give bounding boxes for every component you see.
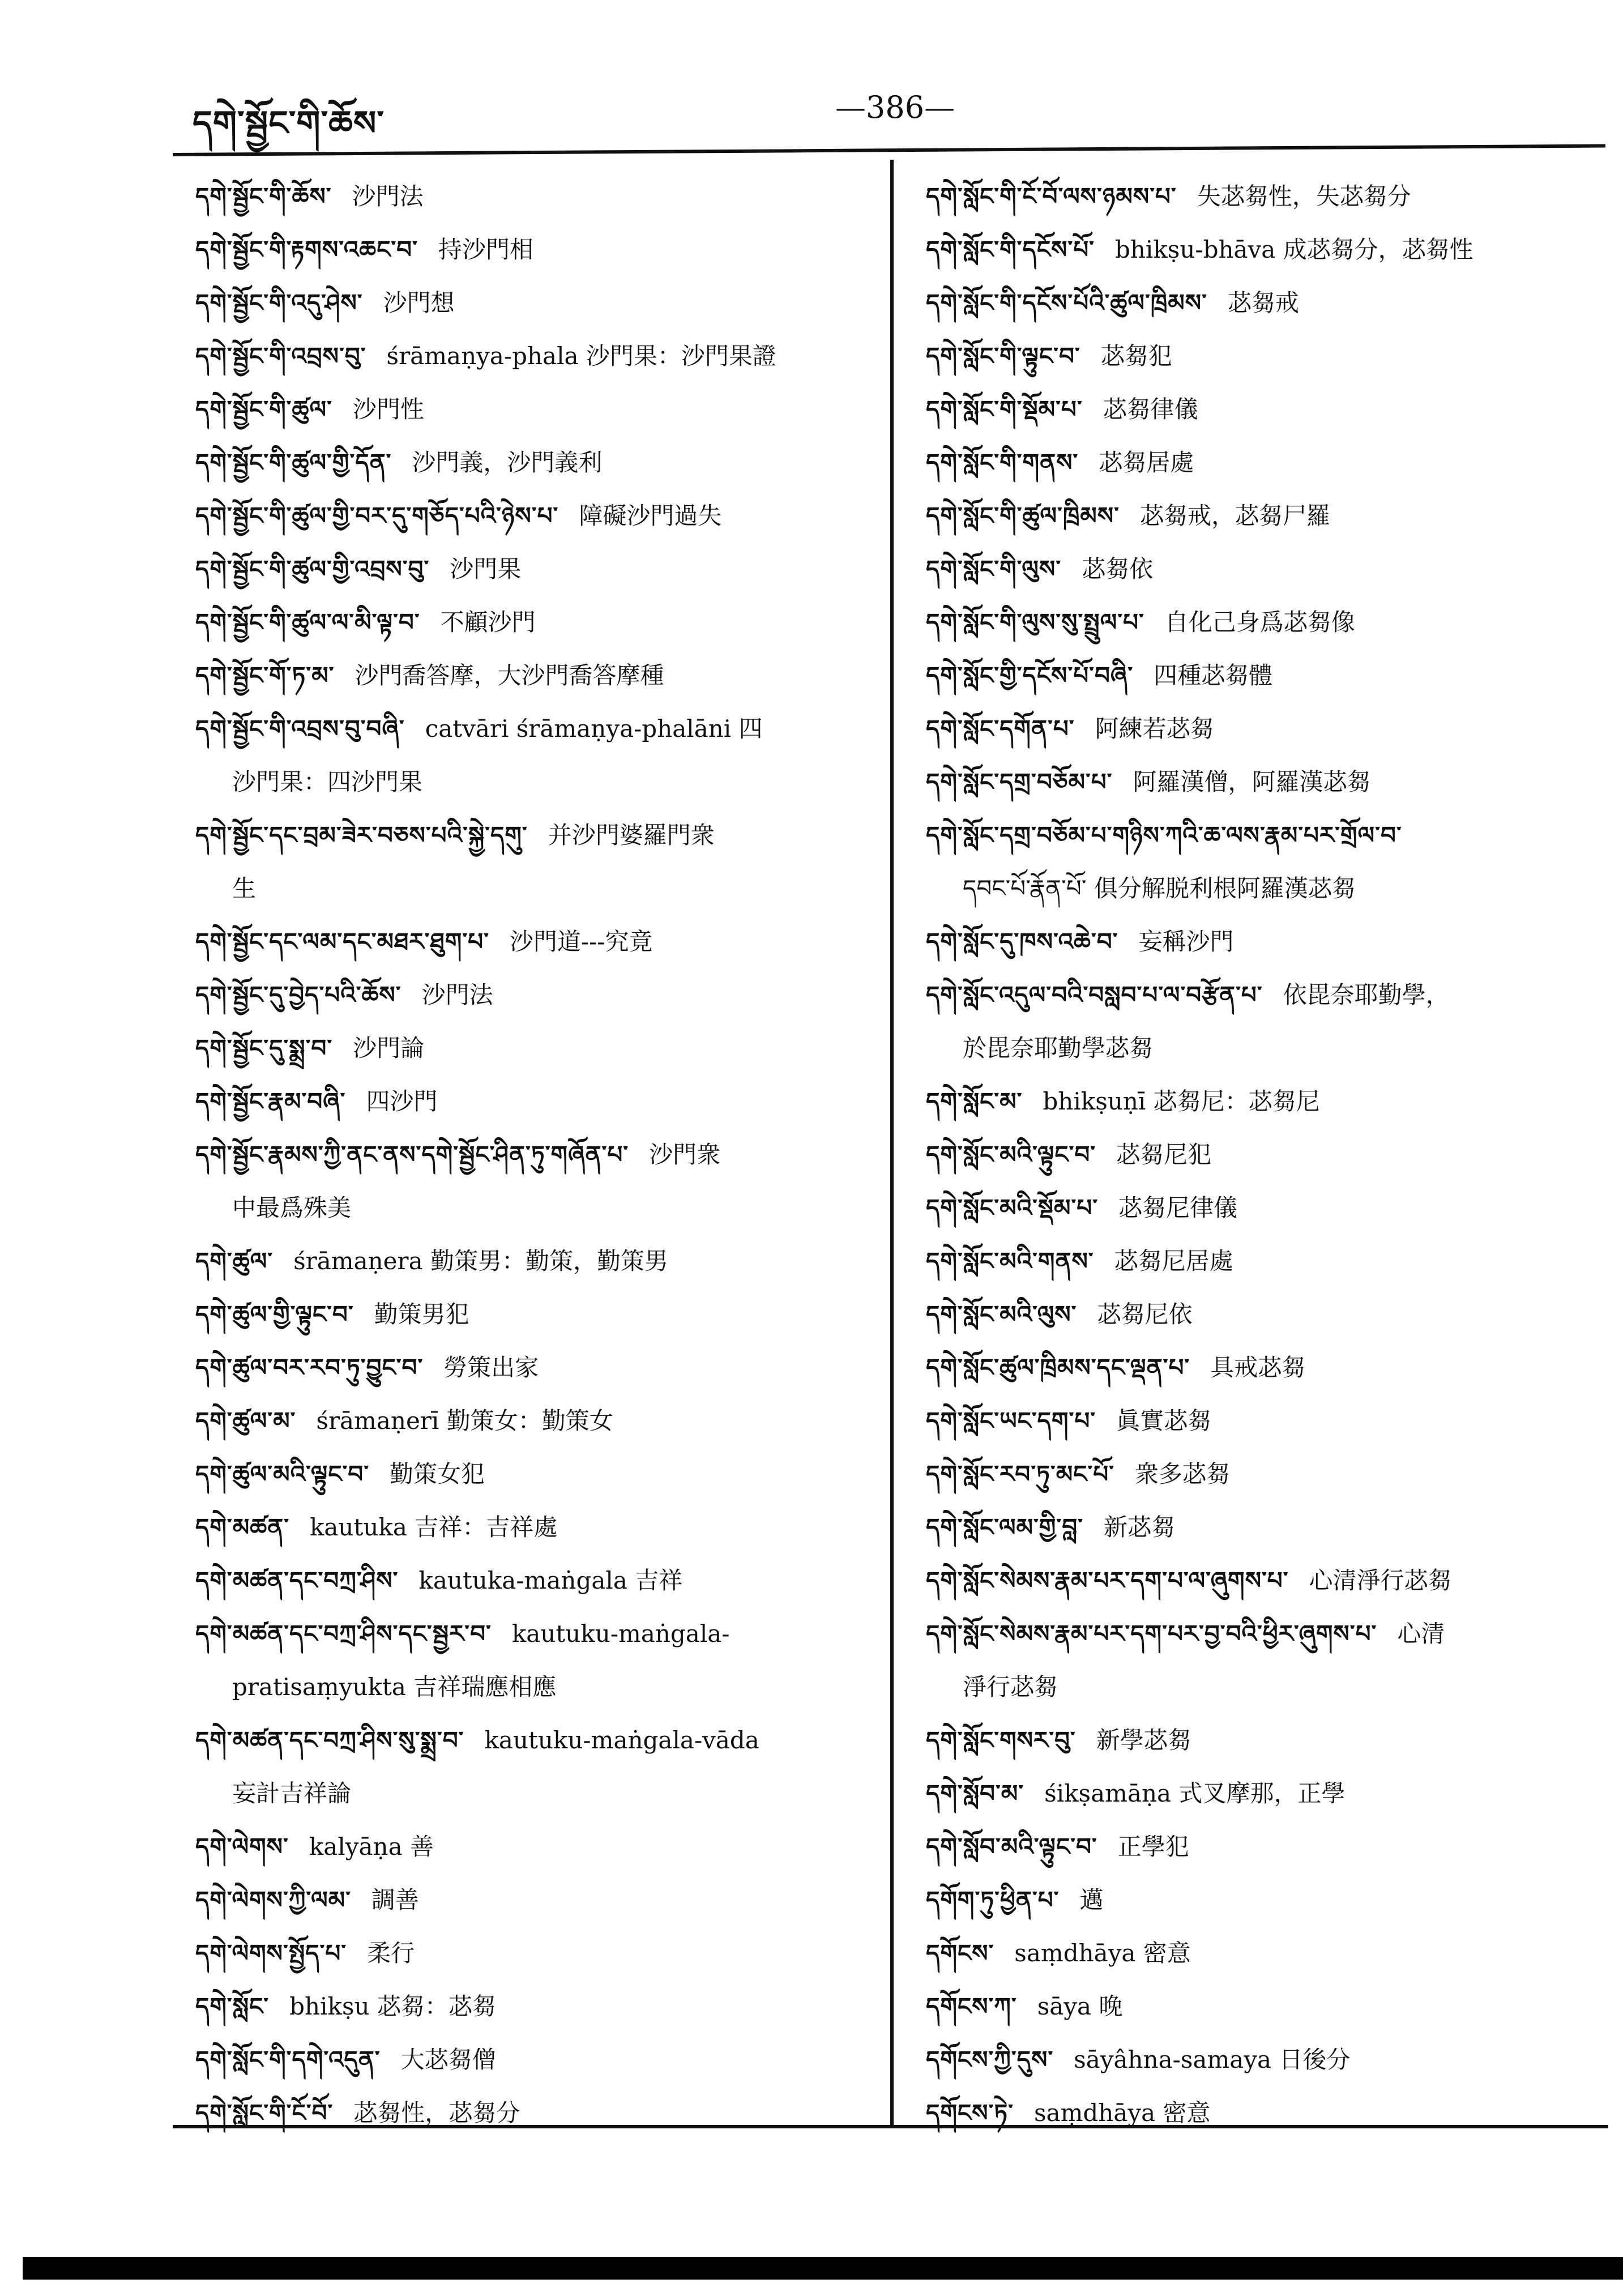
dictionary-entry (926, 1873, 1594, 1927)
dictionary-entry (195, 1501, 869, 1554)
entry-headword: དགེ་སློབ་མའི་ལྟུང་བ་ (926, 1833, 1097, 1860)
dictionary-entry (926, 649, 1594, 702)
dictionary-entry (926, 489, 1594, 543)
entry-definition: kautuka-maṅgala 吉祥 (418, 1567, 683, 1594)
entry-definition: 沙門喬答摩，大沙門喬答摩種 (355, 662, 664, 689)
dictionary-entry (926, 2033, 1594, 2086)
entry-definition: bhikṣuṇī 苾芻尼：苾芻尼 (1043, 1087, 1320, 1115)
entry-headword: དགེ་སློང་སེམས་རྣམ་པར་དག་པར་བྱ་བའི་ཕྱིར་ཞུགས་པ་ (926, 1620, 1377, 1648)
right-column (926, 170, 1594, 2140)
dictionary-entry (195, 276, 869, 330)
entry-definition: saṃdhāya 密意 (1033, 2099, 1211, 2127)
dictionary-entry (926, 330, 1594, 383)
entry-definition: śrāmaṇya-phala 沙門果：沙門果證 (386, 342, 776, 370)
entry-headword: དགེ་སློང་གི་ལྟུང་བ་ (926, 342, 1080, 370)
entry-headword: དགེ་སློང་དགྲ་བཅོམ་པ་ (926, 768, 1113, 796)
entry-continuation: 淨行苾芻 (963, 1673, 1058, 1701)
dictionary-entry (195, 1288, 869, 1341)
entry-definition: 依毘奈耶勤學， (1283, 981, 1450, 1009)
entry-headword: དགེ་སྦྱོང་དང་བྲམ་ཟེར་བཅས་པའི་སྐྱེ་དགུ་ (195, 821, 528, 849)
entry-definition: kautuku-maṅgala-vāda (484, 1726, 759, 1754)
entry-definition: kalyāṇa 善 (309, 1833, 434, 1860)
dictionary-entry (926, 809, 1594, 915)
dictionary-entry (926, 1767, 1594, 1820)
entry-definition: kautuka 吉祥：吉祥處 (309, 1513, 558, 1541)
entry-definition: sāyâhna-samaya 日後分 (1074, 2046, 1351, 2073)
entry-headword: དགེ་སྦྱོང་གི་འབྲས་བུ་ (195, 342, 366, 370)
entry-headword: དགེ་སྦྱོང་རྣམ་བཞི་ (195, 1087, 346, 1115)
dictionary-entry (195, 1448, 869, 1501)
column-divider (890, 160, 894, 2125)
entry-definition: 新學苾芻 (1096, 1726, 1191, 1754)
dictionary-entry (926, 170, 1594, 223)
entry-headword: དགེ་སློང་གི་དགེ་འདུན་ (195, 2046, 381, 2073)
dictionary-entry (195, 2086, 869, 2140)
top-rule (173, 144, 1605, 156)
entry-definition: 具戒苾芻 (1210, 1354, 1306, 1381)
entry-definition: 柔行 (367, 1939, 415, 1967)
entry-headword: དགེ་སློང་ཚུལ་ཁྲིམས་དང་ལྡན་པ་ (926, 1354, 1190, 1381)
entry-definition: 沙門性 (352, 395, 424, 423)
dictionary-entry (926, 1075, 1594, 1128)
entry-definition: 眞實苾芻 (1116, 1407, 1212, 1435)
entry-headword: དགེ་ཚུལ་བར་རབ་ཏུ་བྱུང་བ་ (195, 1354, 424, 1381)
entry-definition: 苾芻戒，苾芻尸羅 (1139, 502, 1330, 530)
entry-headword: དགེ་ལེགས་སྤྱོད་པ་ (195, 1939, 347, 1967)
entry-definition: 四種苾芻體 (1154, 662, 1273, 689)
entry-definition: 沙門法 (421, 981, 493, 1009)
entry-headword: དགེ་སློང་གི་དངོས་པོའི་ཚུལ་ཁྲིམས་ (926, 289, 1207, 317)
entry-definition: bhikṣu 苾芻：苾芻 (289, 1992, 496, 2020)
entry-definition: 苾芻尼居處 (1114, 1247, 1233, 1275)
entry-headword: དགེ་སྦྱོང་གི་ཚུལ་གྱི་འབྲས་བུ་ (195, 555, 430, 583)
dictionary-entry (926, 596, 1594, 649)
entry-headword: དགེ་སློང་འདུལ་བའི་བསླབ་པ་ལ་བརྩོན་པ་ (926, 981, 1263, 1009)
dictionary-entry (926, 1128, 1594, 1181)
entry-definition: śrāmaṇerī 勤策女：勤策女 (316, 1407, 613, 1435)
entry-continuation: 於毘奈耶勤學苾芻 (963, 1034, 1154, 1062)
entry-headword: དགོངས་ཏེ་ (926, 2099, 1014, 2127)
entry-headword: དགེ་སློང་གི་ངོ་བོ་ (195, 2099, 334, 2127)
dictionary-entry (195, 1075, 869, 1128)
entry-definition: catvāri śrāmaṇya-phalāni 四 (425, 715, 763, 742)
dictionary-entry (926, 968, 1594, 1075)
dictionary-entry (195, 2033, 869, 2086)
entry-definition: 苾芻律儀 (1103, 395, 1198, 423)
dictionary-entry (926, 1181, 1594, 1235)
entry-definition: 調善 (371, 1886, 419, 1914)
entry-definition: 衆多苾芻 (1134, 1460, 1230, 1488)
dictionary-entry (195, 1128, 869, 1235)
entry-definition: 新苾芻 (1103, 1513, 1175, 1541)
dictionary-entry (195, 596, 869, 649)
entry-definition: 不顧沙門 (440, 608, 536, 636)
entry-definition: 沙門果 (450, 555, 522, 583)
entry-definition: 苾芻戒 (1227, 289, 1299, 317)
dictionary-entry (926, 1394, 1594, 1448)
dictionary-entry (195, 1607, 869, 1714)
entry-headword: དགེ་ཚུལ་ (195, 1247, 274, 1275)
entry-headword: དགོངས་ཀྱི་དུས་ (926, 2046, 1054, 2073)
entry-headword: དགེ་སློང་མའི་ལུས་ (926, 1300, 1077, 1328)
dictionary-entry (195, 1927, 869, 1980)
entry-definition: saṃdhāya 密意 (1014, 1939, 1191, 1967)
entry-definition: bhikṣu-bhāva 成苾芻分，苾芻性 (1114, 236, 1473, 263)
entry-headword: དགེ་མཚན་ (195, 1513, 289, 1541)
entry-definition: 苾芻尼律儀 (1118, 1194, 1238, 1222)
entry-headword: དགེ་སློང་གྱི་དངོས་པོ་བཞི་ (926, 662, 1134, 689)
entry-headword: དགེ་སྦྱོང་གི་ཚུལ་གྱི་བར་དུ་གཅོད་པའི་ཉེས་པ་ (195, 502, 559, 530)
dictionary-entry (926, 2086, 1594, 2140)
dictionary-entry (195, 968, 869, 1022)
dictionary-entry (195, 1554, 869, 1607)
entry-headword: དགེ་སློང་གསར་བུ་ (926, 1726, 1076, 1754)
entry-continuation: 生 (232, 874, 257, 902)
dictionary-entry (195, 436, 869, 489)
entry-headword: དགེ་སློང་གི་དངོས་པོ་ (926, 236, 1095, 263)
entry-definition: 心清淨行苾芻 (1309, 1567, 1452, 1594)
entry-definition: 妄稱沙門 (1138, 928, 1234, 955)
dictionary-entry (926, 1980, 1594, 2033)
entry-definition: 自化己身爲苾芻像 (1164, 608, 1355, 636)
dictionary-entry (195, 223, 869, 276)
entry-definition: sāya 晚 (1037, 1992, 1123, 2020)
entry-headword: དགེ་སྦྱོང་དུ་བྱེད་པའི་ཆོས་ (195, 981, 402, 1009)
entry-headword: དགེ་མཚན་དང་བཀྲ་ཤིས་སུ་སྨྲ་བ་ (195, 1726, 464, 1754)
left-column (195, 170, 869, 2140)
entry-headword: དགེ་སྦྱོང་དུ་སྨྲ་བ་ (195, 1034, 333, 1062)
dictionary-entry (195, 1022, 869, 1075)
dictionary-entry (926, 1820, 1594, 1873)
dictionary-entry (195, 1394, 869, 1448)
dictionary-entry (926, 756, 1594, 809)
entry-headword: དགེ་སློང་གི་སྡོམ་པ་ (926, 395, 1083, 423)
entry-headword: དགེ་སློང་དགོན་པ་ (926, 715, 1075, 742)
dictionary-entry (195, 702, 869, 809)
entry-headword: དགེ་སྦྱོང་གི་ཚུལ་གྱི་དོན་ (195, 449, 392, 476)
entry-definition: 苾芻居處 (1099, 449, 1194, 476)
dictionary-entry (926, 1607, 1594, 1714)
entry-headword: དགེ་ཚུལ་གྱི་ལྟུང་བ་ (195, 1300, 354, 1328)
page-number: —386— (835, 89, 955, 125)
entry-definition: 苾芻性，苾芻分 (353, 2099, 520, 2127)
dictionary-entry (195, 1820, 869, 1873)
entry-definition: 沙門想 (383, 289, 455, 317)
entry-headword: དགེ་མཚན་དང་བཀྲ་ཤིས་དང་སྦྱར་བ་ (195, 1620, 492, 1648)
entry-headword: དགེ་སྦྱོང་རྣམས་ཀྱི་ནང་ནས་དགེ་སྦྱོང་ཤིན་ཏུ་གཞོན་པ་ (195, 1141, 629, 1168)
dictionary-entry (195, 809, 869, 915)
dictionary-entry (195, 1235, 869, 1288)
dictionary-entry (195, 1341, 869, 1394)
entry-headword: དགོངས་ (926, 1939, 994, 1967)
dictionary-entry (195, 489, 869, 543)
entry-headword: དགེ་སློང་དུ་ཁས་འཆེ་བ་ (926, 928, 1118, 955)
entry-definition: 勤策女犯 (390, 1460, 485, 1488)
entry-headword: དགེ་སྦྱོང་གི་འདུ་ཤེས་ (195, 289, 363, 317)
dictionary-entry (926, 1554, 1594, 1607)
entry-headword: དགེ་སློབ་མ་ (926, 1779, 1024, 1807)
dictionary-entry (926, 702, 1594, 756)
entry-definition: 沙門道---究竟 (509, 928, 653, 955)
dictionary-entry (195, 649, 869, 702)
dictionary-entry (926, 1288, 1594, 1341)
dictionary-entry (926, 543, 1594, 596)
running-head: དགེ་སྦྱོང་གི་ཆོས་ (193, 104, 385, 143)
entry-continuation: 妄計吉祥論 (232, 1779, 352, 1807)
dictionary-entry (195, 543, 869, 596)
entry-definition: 苾芻依 (1082, 555, 1154, 583)
entry-headword: དགེ་སློང་ (195, 1992, 270, 2020)
entry-headword: དགེ་སྦྱོང་གི་ཚུལ་ (195, 395, 332, 423)
entry-headword: དགེ་སློང་གི་གནས་ (926, 449, 1079, 476)
entry-continuation: pratisaṃyukta 吉祥瑞應相應 (232, 1673, 557, 1701)
entry-headword: དགེ་སློང་གི་ངོ་བོ་ལས་ཉམས་པ་ (926, 182, 1177, 210)
entry-headword: དགེ་སྦྱོང་གི་ཆོས་ (195, 182, 332, 210)
entry-headword: དགེ་ཚུལ་མ་ (195, 1407, 296, 1435)
dictionary-entry (195, 1714, 869, 1820)
dictionary-entry (926, 276, 1594, 330)
entry-continuation: དབང་པོ་རྣོན་པོ་ 俱分解脱利根阿羅漢苾芻 (963, 874, 1356, 902)
entry-definition: 苾芻犯 (1100, 342, 1172, 370)
dictionary-entry (195, 383, 869, 436)
dictionary-entry (926, 436, 1594, 489)
dictionary-entry (926, 1341, 1594, 1394)
entry-headword: དགེ་སྦྱོང་གི་ཚུལ་ལ་མི་ལྟ་བ་ (195, 608, 420, 636)
entry-continuation: 沙門果：四沙門果 (232, 768, 423, 796)
dictionary-entry (195, 170, 869, 223)
dictionary-entry (926, 1448, 1594, 1501)
entry-definition: 沙門論 (353, 1034, 425, 1062)
entry-definition: 勞策出家 (443, 1354, 539, 1381)
entry-headword: དགེ་སློང་མའི་སྡོམ་པ་ (926, 1194, 1099, 1222)
entry-headword: དགེ་སྦྱོང་དང་ལམ་དང་མཐར་ཐུག་པ་ (195, 928, 489, 955)
entry-headword: དགེ་སློང་གི་ཚུལ་ཁྲིམས་ (926, 502, 1120, 530)
entry-continuation: 中最爲殊美 (232, 1194, 352, 1222)
entry-headword: དགེ་སློང་དགྲ་བཅོམ་པ་གཉིས་ཀའི་ཆ་ལས་རྣམ་པར་གྲོལ་བ་ (926, 821, 1402, 849)
dictionary-entry (195, 330, 869, 383)
entry-headword: དགོག་ཏུ་ཕྱིན་པ་ (926, 1886, 1060, 1914)
entry-definition: 沙門衆 (649, 1141, 721, 1168)
entry-headword: དགེ་མཚན་དང་བཀྲ་ཤིས་ (195, 1567, 399, 1594)
entry-definition: śrāmaṇera 勤策男：勤策，勤策男 (293, 1247, 669, 1275)
entry-headword: དགེ་སློང་ལམ་གྱི་བླ་ (926, 1513, 1083, 1541)
dictionary-entry (195, 915, 869, 968)
entry-headword: དགེ་སློང་གི་ལུས་སུ་སྤྲུལ་པ་ (926, 608, 1144, 636)
entry-definition: 邁 (1079, 1886, 1104, 1914)
entry-definition: 心清 (1397, 1620, 1445, 1648)
dictionary-entry (926, 1501, 1594, 1554)
entry-headword: དགེ་སློང་མའི་ལྟུང་བ་ (926, 1141, 1096, 1168)
dictionary-entry (926, 223, 1594, 276)
entry-headword: དགེ་སློང་མའི་གནས་ (926, 1247, 1094, 1275)
entry-headword: དགོངས་ཀ་ (926, 1992, 1017, 2020)
entry-definition: śikṣamāṇa 式叉摩那，正學 (1044, 1779, 1346, 1807)
entry-definition: 苾芻尼依 (1097, 1300, 1193, 1328)
entry-definition: 勤策男犯 (374, 1300, 469, 1328)
entry-headword: དགེ་ལེགས་ཀྱི་ལམ་ (195, 1886, 351, 1914)
entry-definition: 持沙門相 (438, 236, 533, 263)
entry-definition: 失苾芻性，失苾芻分 (1197, 182, 1411, 210)
scan-edge-band (23, 2257, 1623, 2280)
entry-headword: དགེ་ཚུལ་མའི་ལྟུང་བ་ (195, 1460, 370, 1488)
entry-definition: 沙門義，沙門義利 (412, 449, 603, 476)
entry-headword: དགེ་སློང་མ་ (926, 1087, 1023, 1115)
dictionary-entry (195, 1980, 869, 2033)
entry-definition: kautuku-maṅgala- (511, 1620, 730, 1648)
entry-definition: 阿練若苾芻 (1095, 715, 1214, 742)
entry-headword: དགེ་སྦྱོང་གོ་ཏ་མ་ (195, 662, 335, 689)
entry-definition: 障礙沙門過失 (579, 502, 722, 530)
entry-headword: དགེ་སློང་རབ་ཏུ་མང་པོ་ (926, 1460, 1114, 1488)
entry-definition: 并沙門婆羅門衆 (548, 821, 715, 849)
dictionary-entry (926, 1235, 1594, 1288)
dictionary-entry (195, 1873, 869, 1927)
entry-headword: དགེ་སློང་ཡང་དག་པ་ (926, 1407, 1096, 1435)
entry-headword: དགེ་སྦྱོང་གི་རྟགས་འཆང་བ་ (195, 236, 418, 263)
entry-headword: དགེ་སྦྱོང་གི་འབྲས་བུ་བཞི་ (195, 715, 405, 742)
dictionary-entry (926, 1714, 1594, 1767)
entry-headword: དགེ་ལེགས་ (195, 1833, 289, 1860)
entry-headword: དགེ་སློང་སེམས་རྣམ་པར་དག་པ་ལ་ཞུགས་པ་ (926, 1567, 1289, 1594)
dictionary-entry (926, 915, 1594, 968)
entry-headword: དགེ་སློང་གི་ལུས་ (926, 555, 1062, 583)
entry-definition: 沙門法 (352, 182, 424, 210)
dictionary-entry (926, 1927, 1594, 1980)
entry-definition: 苾芻尼犯 (1116, 1141, 1212, 1168)
dictionary-entry (926, 383, 1594, 436)
entry-definition: 四沙門 (366, 1087, 438, 1115)
entry-definition: 大苾芻僧 (400, 2046, 496, 2073)
entry-definition: 正學犯 (1117, 1833, 1189, 1860)
entry-definition: 阿羅漢僧，阿羅漢苾芻 (1133, 768, 1371, 796)
